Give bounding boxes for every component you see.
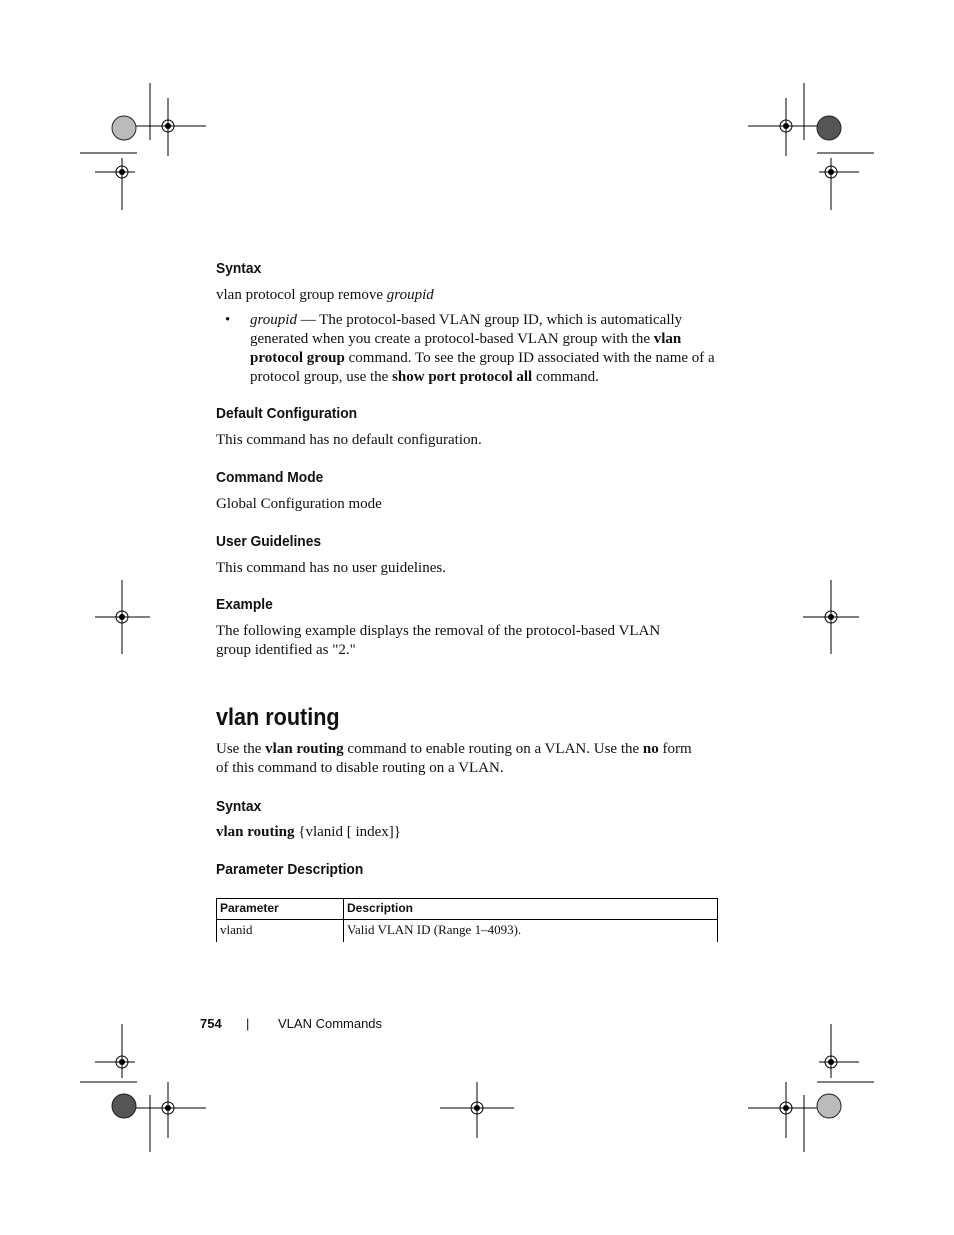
command-mode-heading: Command Mode <box>216 469 324 486</box>
example-text: The following example displays the removal of the protocol-based VLAN group identified as "2." <box>216 623 661 658</box>
user-guidelines-heading: User Guidelines <box>216 533 322 550</box>
table-cell: Valid VLAN ID (Range 1–4093). <box>344 920 718 943</box>
syntax-command: vlan protocol group remove <box>216 287 384 303</box>
syntax-heading-2: Syntax <box>216 798 262 815</box>
intro-text-1: Use the <box>216 741 266 757</box>
bullet-term: groupid <box>250 312 297 328</box>
table-header-cell: Parameter <box>217 899 344 920</box>
table-cell: vlanid <box>217 920 344 943</box>
syntax-line-2 <box>216 823 401 842</box>
intro-text-2: command to enable routing on a VLAN. Use the <box>343 741 643 757</box>
parameter-table <box>216 898 718 942</box>
default-config-text: This command has no default configuration. <box>216 432 482 448</box>
example-heading: Example <box>216 596 273 613</box>
footer-separator: | <box>246 1016 250 1031</box>
intro-no-keyword: no <box>642 741 659 757</box>
table-header-cell: Description <box>344 899 718 920</box>
syntax-command-2: vlan routing <box>216 824 295 840</box>
syntax-arguments-2: {vlanid [ index]} <box>294 824 401 840</box>
command-mode-text: Global Configuration mode <box>216 496 382 512</box>
intro-command: vlan routing <box>265 741 344 757</box>
bullet-cmd-2: show port protocol all <box>392 369 533 385</box>
bullet-cmd-1: vlan protocol group <box>250 331 682 366</box>
table-header-row <box>217 899 718 920</box>
footer-chapter: VLAN Commands <box>278 1016 383 1031</box>
table-row <box>217 920 718 943</box>
syntax-line <box>216 286 434 305</box>
syntax-argument: groupid <box>386 287 434 303</box>
user-guidelines-text: This command has no user guidelines. <box>216 560 446 576</box>
bullet-text-3: command. <box>532 369 599 385</box>
bullet-item-groupid <box>250 311 720 387</box>
default-config-heading: Default Configuration <box>216 405 358 422</box>
syntax-heading: Syntax <box>216 260 262 277</box>
page-number: 754 <box>200 1016 222 1031</box>
parameter-description-heading: Parameter Description <box>216 861 364 878</box>
bullet-text-1: — The protocol-based VLAN group ID, which is automatically generated when you create a protocol-based VLAN group with the <box>250 312 683 347</box>
intro-text-3: form of this command to disable routing on a VLAN. <box>216 741 692 776</box>
section-title: vlan routing <box>216 704 340 731</box>
section-intro <box>216 740 706 778</box>
bullet-marker: • <box>225 312 231 328</box>
bullet-text-2: command. To see the group ID associated with the name of a protocol group, use the <box>250 350 715 385</box>
